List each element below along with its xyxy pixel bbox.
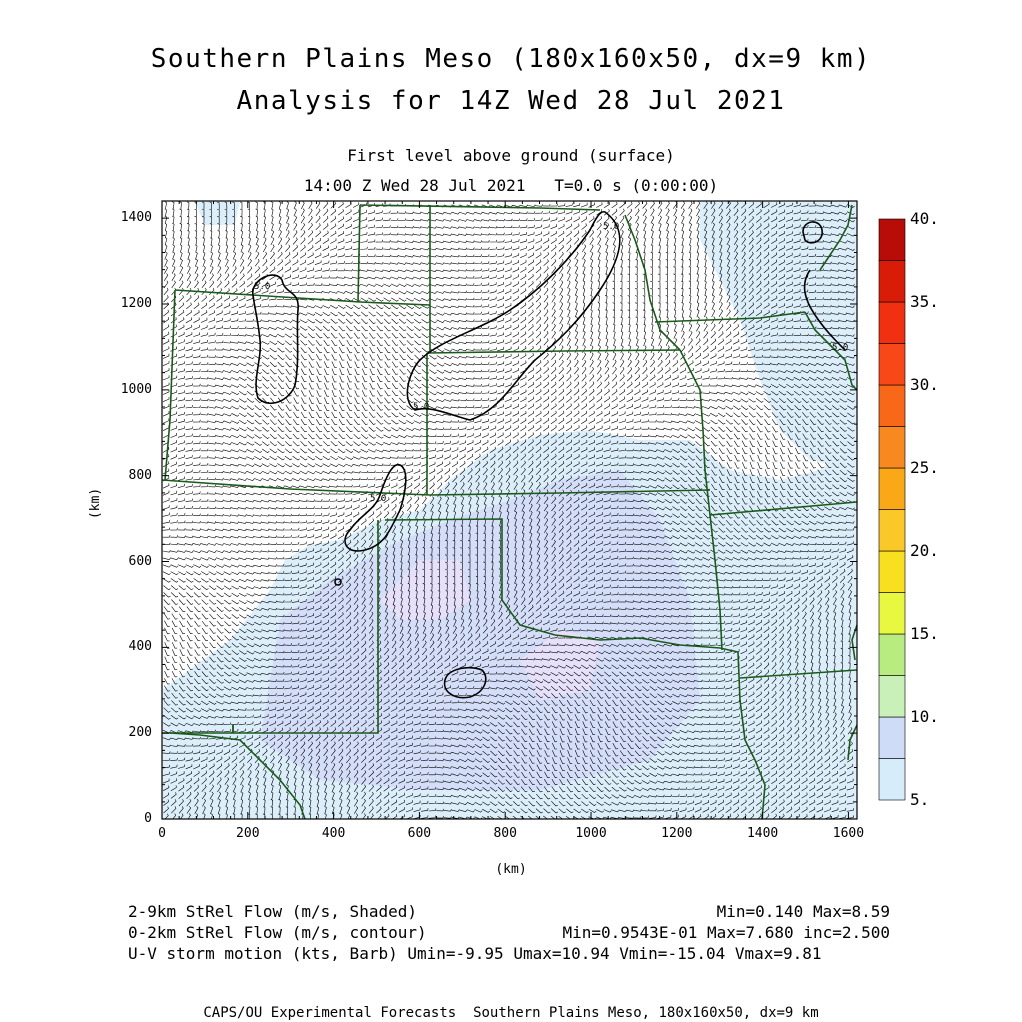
x-tick-label: 600 (407, 826, 432, 841)
colorbar-label: 20. (910, 541, 939, 560)
y-tick-label: 1200 (120, 296, 152, 311)
contour-value-label: 5.0 (370, 494, 387, 504)
y-tick-label: 200 (128, 725, 152, 741)
x-tick-label: 400 (321, 826, 346, 841)
colorbar-label: 5. (910, 790, 930, 809)
x-tick-label: 800 (493, 826, 517, 841)
plot-area (162, 201, 857, 821)
colorbar-label: 30. (910, 375, 939, 394)
colorbar-label: 10. (910, 707, 939, 726)
map-title-line1: Southern Plains Meso (180x160x50, dx=9 km) (150, 44, 872, 74)
colorbar-swatch (879, 427, 905, 469)
colorbar-swatch (879, 302, 905, 344)
colorbar-swatch (879, 593, 905, 635)
map-subtitle-level: First level above ground (surface) (347, 146, 675, 165)
colorbar-swatch (879, 759, 905, 801)
x-axis-label: (km) (495, 862, 527, 877)
footer-credit: CAPS/OU Experimental Forecasts Southern Plains Meso, 180x160x50, dx=9 km (203, 1005, 819, 1021)
x-tick-label: 1200 (661, 826, 693, 841)
field-desc-contour: 0-2km StRel Flow (m/s, contour) (128, 923, 427, 942)
colorbar-label: 15. (910, 624, 939, 643)
field-range-shaded: Min=0.140 Max=8.59 (716, 902, 890, 921)
y-tick-label: 600 (128, 553, 152, 569)
colorbar-swatch (879, 261, 905, 303)
map-title-line2: Analysis for 14Z Wed 28 Jul 2021 (236, 86, 786, 116)
colorbar-swatch (879, 717, 905, 759)
y-tick-label: 1000 (120, 381, 152, 397)
contour-value-label: 5.0 (832, 343, 849, 353)
colorbar-swatch (879, 344, 905, 386)
map-subtitle-time: 14:00 Z Wed 28 Jul 2021 T=0.0 s (0:00:00) (303, 176, 719, 195)
x-tick-label: 1400 (746, 826, 779, 841)
field-range-contour: Min=0.9543E-01 Max=7.680 inc=2.500 (562, 923, 890, 942)
colorbar-swatch (879, 219, 905, 261)
x-tick-label: 200 (236, 826, 260, 841)
y-tick-label: 800 (128, 467, 152, 483)
colorbar-swatch (879, 468, 905, 510)
x-tick-label: 1000 (575, 826, 607, 841)
colorbar-label: 40. (910, 209, 939, 228)
colorbar-swatch (879, 385, 905, 427)
contour-value-label: 5.0 (603, 222, 620, 232)
contour-value-label: 5.0 (413, 402, 430, 412)
colorbar-swatch (879, 634, 905, 676)
y-tick-label: 1400 (120, 210, 152, 226)
contour-value-label: 5.0 (254, 282, 271, 292)
colorbar-label: 25. (910, 458, 939, 477)
colorbar-swatch (879, 551, 905, 593)
y-tick-label: 400 (128, 639, 152, 655)
y-tick-label: 0 (144, 811, 152, 826)
colorbar-swatch (879, 676, 905, 718)
x-tick-label: 0 (158, 826, 166, 841)
colorbar-label: 35. (910, 292, 939, 311)
field-desc-barb: U-V storm motion (kts, Barb) Umin=-9.95 Umax=10.94 Vmin=-15.04 Vmax=9.81 (128, 944, 822, 963)
colorbar (879, 219, 905, 800)
colorbar-swatch (879, 510, 905, 552)
x-tick-label: 1600 (832, 826, 865, 841)
y-axis-label: (km) (88, 487, 104, 520)
field-desc-shaded: 2-9km StRel Flow (m/s, Shaded) (128, 902, 417, 921)
